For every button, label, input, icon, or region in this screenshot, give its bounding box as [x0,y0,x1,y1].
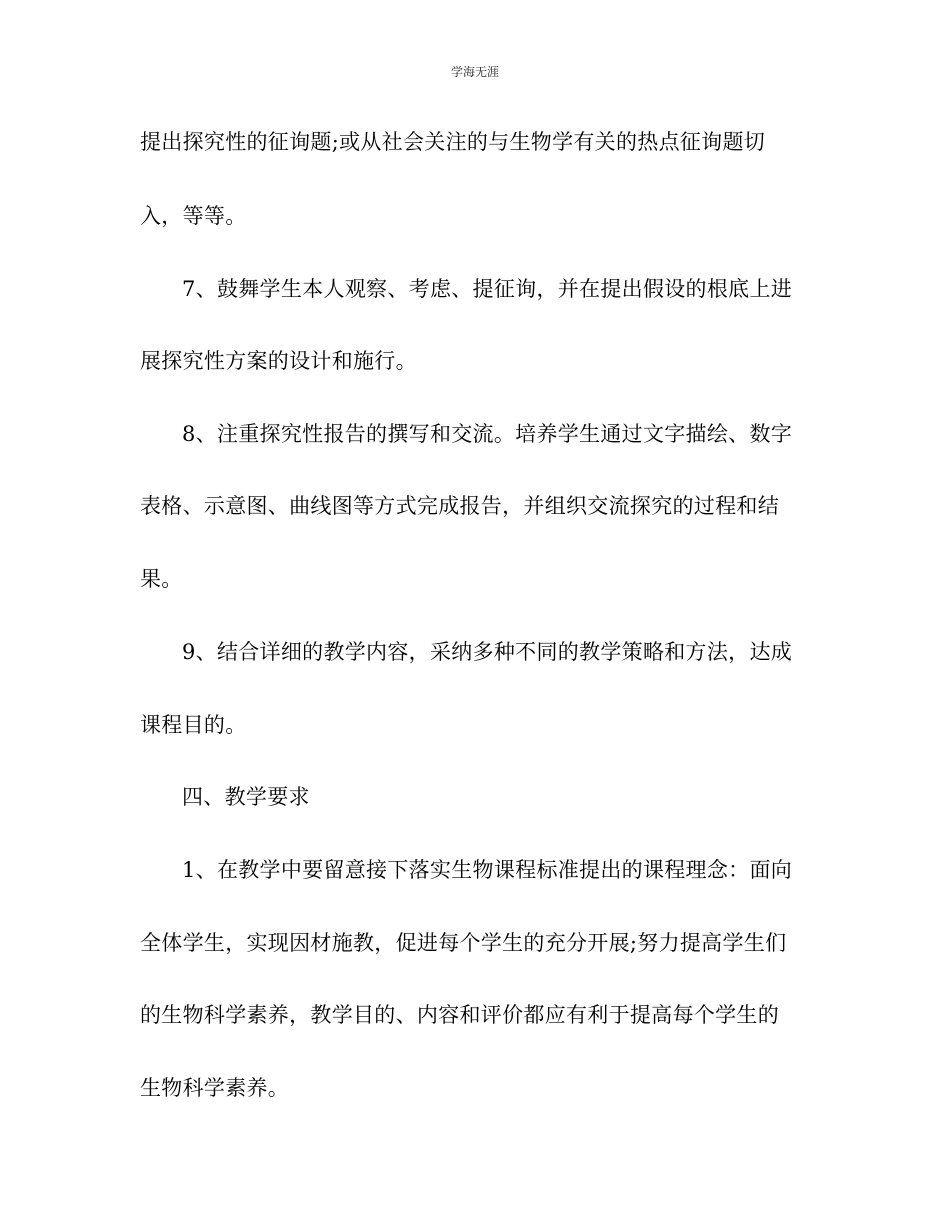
text-line: 果。 [140,567,183,591]
text-line: 全体学生，实现因材施教，促进每个学生的充分开展;努力提高学生们 [140,931,787,955]
section-heading: 四、教学要求 [182,785,310,809]
text-line: 7、鼓舞学生本人观察、考虑、提征询，并在提出假设的根底上进 [182,277,793,301]
text-line: 8、注重探究性报告的撰写和交流。培养学生通过文字描绘、数字 [182,422,793,446]
text-line: 课程目的。 [140,713,247,737]
text-line: 入，等等。 [140,204,247,228]
text-line: 生物科学素养。 [140,1076,290,1100]
text-line: 展探究性方案的设计和施行。 [140,349,417,373]
text-line: 表格、示意图、曲线图等方式完成报告，并组织交流探究的过程和结 [140,494,779,518]
text-line: 1、在教学中要留意接下落实生物课程标准提出的课程理念：面向 [182,858,793,882]
text-line: 的生物科学素养，教学目的、内容和评价都应有利于提高每个学生的 [140,1003,779,1027]
page-header: 学海无涯 [450,65,499,79]
text-line: 提出探究性的征询题;或从社会关注的与生物学有关的热点征询题切 [140,130,766,154]
text-line: 9、结合详细的教学内容，采纳多种不同的教学策略和方法，达成 [182,640,793,664]
